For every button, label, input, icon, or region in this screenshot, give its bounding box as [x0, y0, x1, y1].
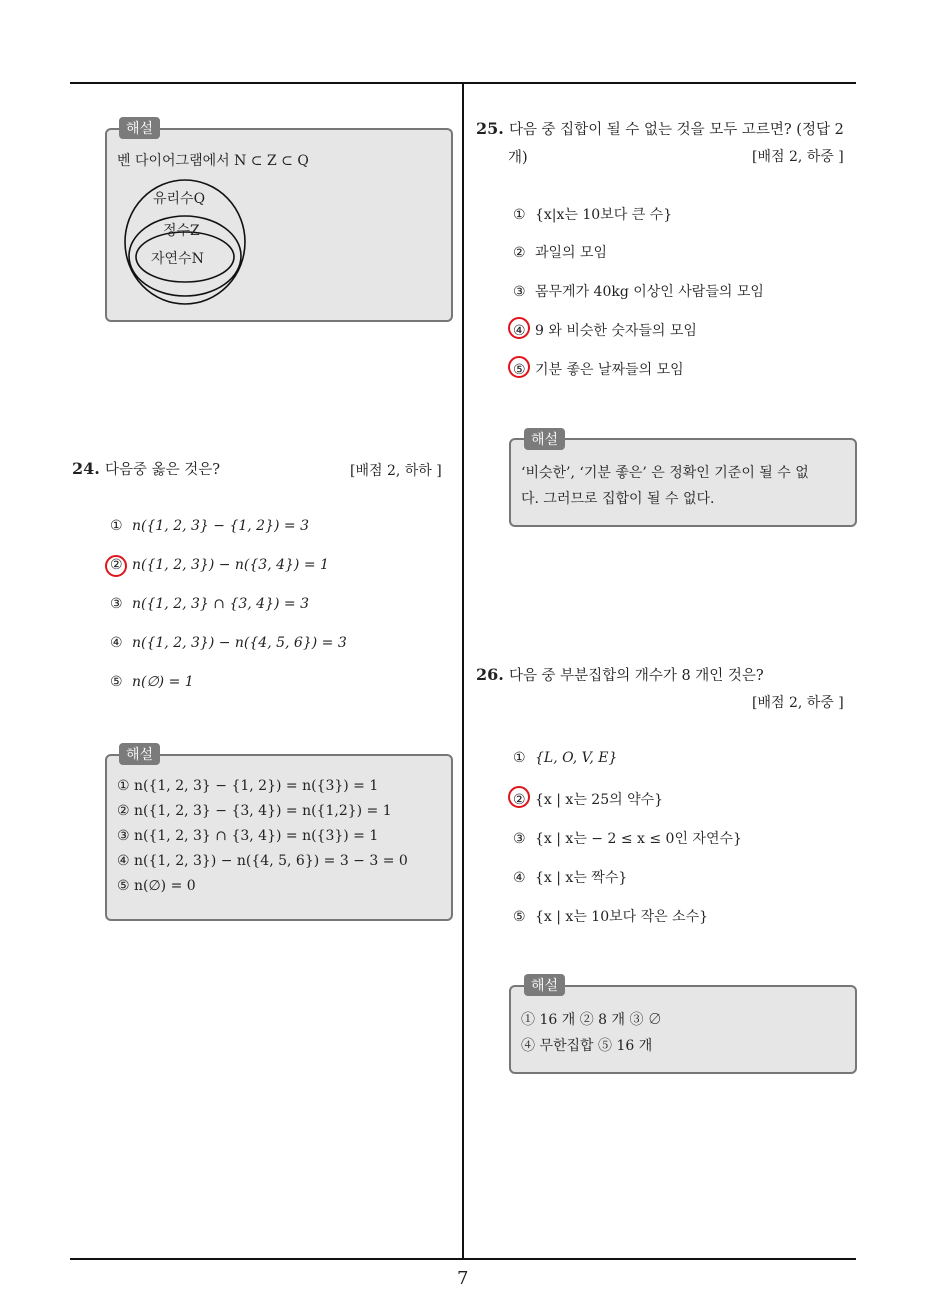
- q24-explanation-line: ③ n({1, 2, 3} ∩ {3, 4}) = n({3}) = 1: [117, 828, 379, 844]
- q26-explanation-line: ④ 무한집합 ⑤ 16 개: [521, 1038, 653, 1054]
- q24-text: 다음중 옳은 것은?: [104, 462, 220, 478]
- q24-option-2[interactable]: ② n({1, 2, 3}) − n({3, 4}) = 1: [110, 557, 329, 573]
- q24-explanation-line: ④ n({1, 2, 3}) − n({4, 5, 6}) = 3 − 3 = 0: [117, 853, 408, 869]
- q26-option-2[interactable]: ② {x | x는 25의 약수}: [513, 792, 664, 808]
- q26-option-4[interactable]: ④ {x | x는 짝수}: [513, 870, 628, 886]
- q24-answer-mark: [105, 555, 127, 577]
- q25-explanation-line: 다. 그러므로 집합이 될 수 없다.: [521, 491, 715, 507]
- q26-option-1[interactable]: ① {L, O, V, E}: [513, 750, 618, 766]
- page-number: 7: [457, 1268, 469, 1289]
- q25-explanation-box: [509, 438, 857, 527]
- q25-option-4[interactable]: ④ 9 와 비슷한 숫자들의 모임: [513, 323, 697, 339]
- q25-option-5[interactable]: ⑤ 기분 좋은 날짜들의 모임: [513, 362, 684, 378]
- q25-answer-mark-5: [508, 356, 530, 378]
- q25-option-2[interactable]: ② 과일의 모임: [513, 245, 608, 261]
- q23-explanation-line: 벤 다이어그램에서 N ⊂ Z ⊂ Q: [117, 153, 309, 169]
- q25-text-line1: 다음 중 집합이 될 수 없는 것을 모두 고르면? (정답 2: [508, 122, 844, 138]
- q25-text-line2: 개): [508, 150, 528, 166]
- q24-number: 24.: [72, 459, 100, 478]
- q24-option-5[interactable]: ⑤ n(∅) = 1: [110, 674, 194, 690]
- q24-explanation-tag: 해설: [119, 743, 160, 765]
- venn-inner-label: 자연수N: [151, 251, 204, 267]
- q25-answer-mark-4: [508, 317, 530, 339]
- q23-explanation-box: [105, 128, 453, 322]
- q24-question: [72, 458, 220, 479]
- q26-explanation-line: ① 16 개 ② 8 개 ③ ∅: [521, 1012, 662, 1028]
- q24-score: [배점 2, 하하 ]: [350, 463, 442, 479]
- q24-option-3[interactable]: ③ n({1, 2, 3} ∩ {3, 4}) = 3: [110, 596, 309, 612]
- q26-explanation-box: [509, 985, 857, 1074]
- q24-option-1[interactable]: ① n({1, 2, 3} − {1, 2}) = 3: [110, 518, 309, 534]
- q24-explanation-line: ① n({1, 2, 3} − {1, 2}) = n({3}) = 1: [117, 778, 379, 794]
- q24-option-4[interactable]: ④ n({1, 2, 3}) − n({4, 5, 6}) = 3: [110, 635, 347, 651]
- q24-explanation-line: ② n({1, 2, 3} − {3, 4}) = n({1,2}) = 1: [117, 803, 392, 819]
- q26-answer-mark: [508, 786, 530, 808]
- q26-option-5[interactable]: ⑤ {x | x는 10보다 작은 소수}: [513, 909, 709, 925]
- q25-option-1[interactable]: ① {x|x는 10보다 큰 수}: [513, 207, 673, 223]
- q24-explanation-line: ⑤ n(∅) = 0: [117, 878, 196, 894]
- q25-explanation-line: ‘비슷한’, ‘기분 좋은’ 은 정확인 기준이 될 수 없: [521, 465, 809, 481]
- venn-outer-label: 유리수Q: [153, 191, 206, 207]
- q26-text: 다음 중 부분집합의 개수가 8 개인 것은?: [508, 668, 764, 684]
- q24-explanation-box: [105, 754, 453, 921]
- column-divider: [462, 84, 464, 1259]
- q26-number: 26.: [476, 665, 504, 684]
- q26-option-3[interactable]: ③ {x | x는 − 2 ≤ x ≤ 0인 자연수}: [513, 831, 742, 847]
- q25-explanation-tag: 해설: [524, 428, 565, 450]
- bottom-rule: [70, 1258, 856, 1260]
- q26-question: [476, 664, 764, 685]
- q23-explanation-tag: 해설: [119, 117, 160, 139]
- q26-score: [배점 2, 하중 ]: [752, 695, 844, 711]
- q25-number: 25.: [476, 119, 504, 138]
- q25-option-3[interactable]: ③ 몸무게가 40kg 이상인 사람들의 모임: [513, 284, 764, 300]
- q26-explanation-tag: 해설: [524, 974, 565, 996]
- venn-middle-label: 정수Z: [163, 223, 200, 239]
- q25-question: [476, 118, 844, 139]
- q25-score: [배점 2, 하중 ]: [752, 149, 844, 165]
